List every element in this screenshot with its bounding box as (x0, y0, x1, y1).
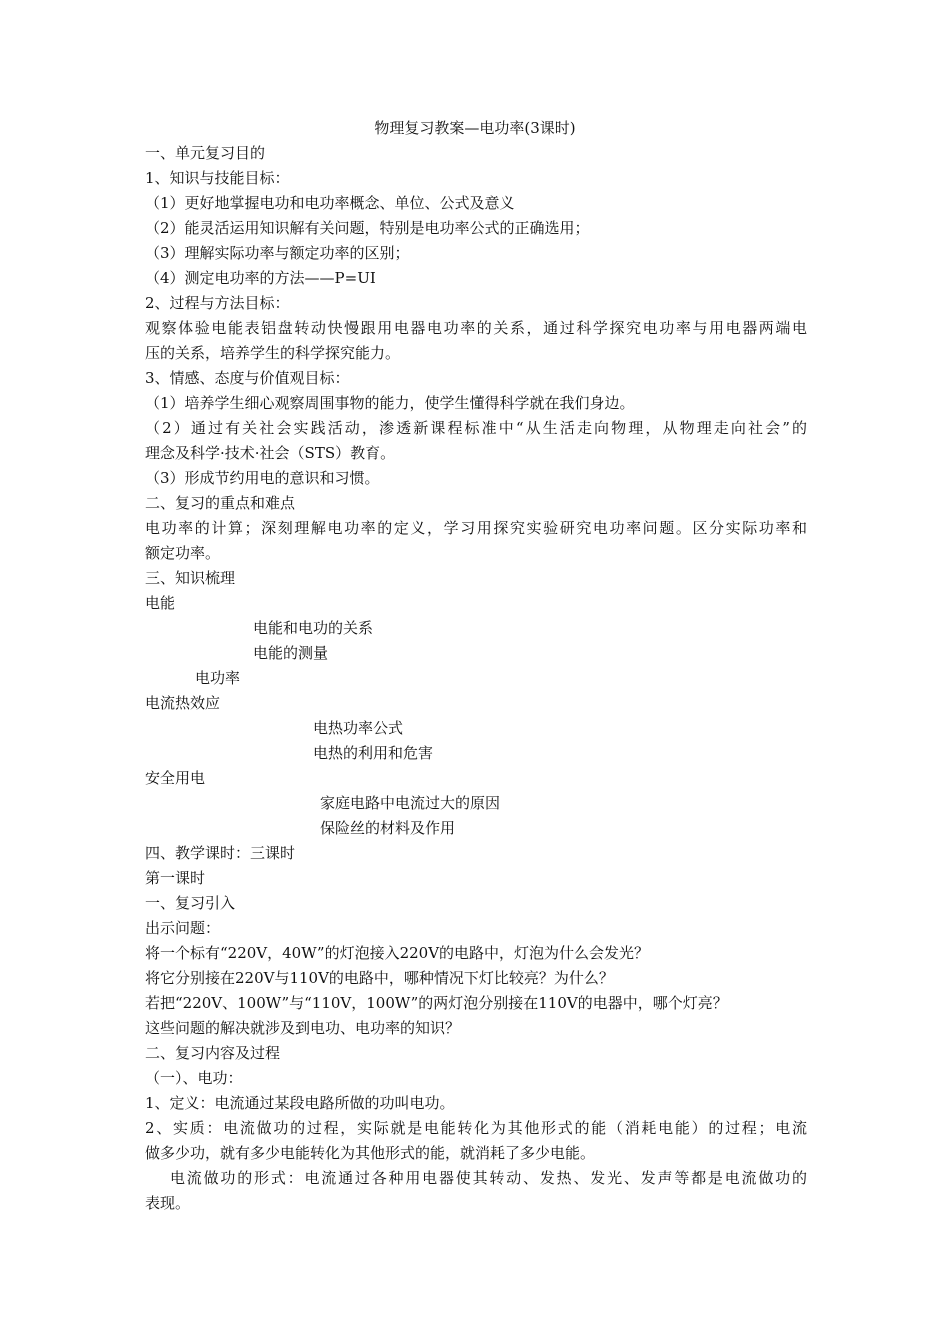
text-line: （4）测定电功率的方法——P=UI (145, 269, 376, 287)
section-heading: 三、知识梳理 (145, 569, 236, 587)
text-line: 额定功率。 (145, 544, 221, 562)
text-line: （2）能灵活运用知识解有关问题，特别是电功率公式的正确选用； (145, 219, 590, 237)
outline-subitem: 电能和电功的关系 (253, 619, 374, 637)
text-line: （1）更好地掌握电功和电功率概念、单位、公式及意义 (145, 194, 515, 212)
text-line: 将一个标有“220V，40W”的灯泡接入220V的电路中，灯泡为什么会发光？ (145, 944, 650, 962)
section-heading: 二、复习内容及过程 (145, 1044, 281, 1062)
outline-item: 电流热效应 (145, 694, 221, 712)
outline-subitem: 保险丝的材料及作用 (320, 819, 456, 837)
outline-subitem: 家庭电路中电流过大的原因 (320, 794, 501, 812)
section-heading: 一、复习引入 (145, 894, 236, 912)
text-line: （3）形成节约用电的意识和习惯。 (145, 469, 380, 487)
section-heading: 一、单元复习目的 (145, 144, 266, 162)
text-line: （1）培养学生细心观察周围事物的能力，使学生懂得科学就在我们身边。 (145, 394, 635, 412)
outline-item: 电能 (145, 594, 176, 612)
text-line: 压的关系，培养学生的科学探究能力。 (145, 344, 401, 362)
section-heading: 四、教学课时：三课时 (145, 844, 296, 862)
text-line: 观察体验电能表铝盘转动快慢跟用电器电功率的关系，通过科学探究电功率与用电器两端电 (145, 319, 807, 337)
text-line: 电功率的计算；深刻理解电功率的定义，学习用探究实验研究电功率问题。区分实际功率和 (145, 519, 807, 537)
text-line: 做多少功，就有多少电能转化为其他形式的能，就消耗了多少电能。 (145, 1144, 596, 1162)
subsection-heading: 1、知识与技能目标： (145, 169, 290, 187)
section-heading: 二、复习的重点和难点 (145, 494, 296, 512)
text-line: 电流做功的形式：电流通过各种用电器使其转动、发热、发光、发声等都是电流做功的 (170, 1169, 807, 1187)
outline-subitem: 电热的利用和危害 (313, 744, 434, 762)
page-title: 物理复习教案—电功率(3课时) (374, 119, 576, 137)
text-line: 将它分别接在220V与110V的电路中，哪种情况下灯比较亮？为什么？ (145, 969, 614, 987)
subsection-heading: （一）、电功： (145, 1069, 243, 1087)
subsection-heading: 3、情感、态度与价值观目标： (145, 369, 350, 387)
text-line: 2、实质：电流做功的过程，实际就是电能转化为其他形式的能（消耗电能）的过程；电流 (145, 1119, 807, 1137)
subsection-heading: 2、过程与方法目标： (145, 294, 290, 312)
subsection-heading: 第一课时 (145, 869, 206, 887)
text-line: 出示问题： (145, 919, 221, 937)
text-line: 若把“220V、100W”与“110V，100W”的两灯泡分别接在110V的电器中，哪个灯亮？ (145, 994, 728, 1012)
outline-subitem: 电功率 (195, 669, 241, 687)
text-line: 1、定义：电流通过某段电路所做的功叫电功。 (145, 1094, 455, 1112)
text-line: 表现。 (145, 1194, 191, 1212)
text-line: 这些问题的解决就涉及到电功、电功率的知识？ (145, 1019, 461, 1037)
outline-subitem: 电能的测量 (253, 644, 329, 662)
outline-subitem: 电热功率公式 (313, 719, 404, 737)
text-line: （2）通过有关社会实践活动，渗透新课程标准中“从生活走向物理，从物理走向社会”的 (145, 419, 807, 437)
outline-item: 安全用电 (145, 769, 206, 787)
text-line: 理念及科学·技术·社会（STS）教育。 (145, 444, 396, 462)
text-line: （3）理解实际功率与额定功率的区别； (145, 244, 410, 262)
